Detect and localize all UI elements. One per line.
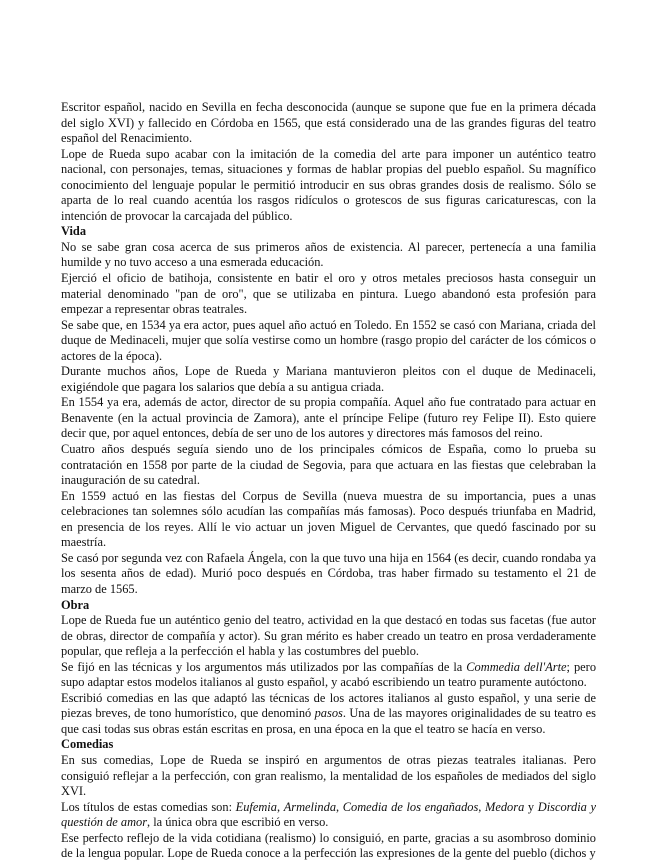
text-run: , la única obra que escribió en verso.: [147, 815, 329, 830]
obra-paragraph: [61, 660, 596, 691]
vida-paragraph: Se sabe que, en 1534 ya era actor, pues aquel año actuó en Toledo. En 1552 se casó con Mariana, criada del duque de Medinaceli, mujer que solía vestirse como un hombre (rasgo propio del carácter de los cómicos o actores de la época).: [61, 317, 596, 363]
italic-title: Armelinda: [283, 799, 337, 814]
section-heading-vida: Vida: [61, 224, 87, 239]
italic-title: Comedia de los engañados: [342, 799, 479, 814]
italic-term: pasos: [314, 706, 343, 721]
text-run: Escribió comedias en las que adaptó las técnicas de los actores italianos al gusto español, y una serie de piezas breves, de tono humorístico, que denominó: [61, 690, 596, 721]
vida-paragraph: No se sabe gran cosa acerca de sus primeros años de existencia. Al parecer, pertenecía a una familia humilde y no tuvo acceso a una esmerada educación.: [61, 239, 596, 270]
comedias-paragraph: Ese perfecto reflejo de la vida cotidiana (realismo) lo consiguió, en parte, gracias a su asombroso dominio de la lengua popular. Lope de Rueda conoce a la perfección las expresiones de la gente del pueblo (dichos y: [61, 830, 596, 861]
obra-paragraph: Lope de Rueda fue un auténtico genio del teatro, actividad en la que destacó en todas sus facetas (fue autor de obras, director de compañía y actor). Su gran mérito es haber creado un teatro en prosa verdaderamente popular, que refleja a la perfección el habla y las costumbres del pueblo.: [61, 613, 596, 659]
vida-paragraph: Durante muchos años, Lope de Rueda y Mariana mantuvieron pleitos con el duque de Medinaceli, exigiéndole que pagara los salarios que debía a su antigua criada.: [61, 364, 596, 394]
italic-title: Medora: [485, 799, 525, 814]
text-run: ; pero supo adaptar estos modelos italianos al gusto español, y acabó escribiendo un teatro puramente autóctono.: [61, 659, 597, 690]
section-heading-comedias: Comedias: [61, 737, 114, 752]
vida-paragraph: Se casó por segunda vez con Rafaela Ángela, con la que tuvo una hija en 1564 (es decir, cuando rondaba ya los sesenta años de edad). Murió poco después en Córdoba, tras haber firmado su testamento el 21 de marzo de 1565.: [61, 550, 596, 596]
italic-title: Commedia dell'Arte: [466, 659, 567, 674]
intro-paragraph: Escritor español, nacido en Sevilla en fecha desconocida (aunque se supone que fue en la primera década del siglo XVI) y fallecido en Córdoba en 1565, que está considerado una de las grandes figuras del teatro español del Renacimiento.: [61, 100, 596, 146]
text-run: . Una de las mayores originalidades de su teatro es que casi todas sus obras están escritas en prosa, en una época en la que el teatro se hacía en verso.: [61, 706, 596, 736]
text-run: ,: [276, 799, 284, 814]
vida-paragraph: En 1554 ya era, además de actor, director de su propia compañía. Aquel año fue contratado para actuar en Benavente (en la actual provincia de Zamora), ante el príncipe Felipe (futuro rey Felipe II). Esto quiere decir que, por aquel entonces, debía de ser uno de los autores y directores más famosos del reino.: [61, 395, 596, 441]
obra-paragraph: [61, 691, 596, 738]
italic-title: Eufemia: [235, 799, 277, 814]
comedias-paragraph: [61, 800, 596, 831]
vida-paragraph: En 1559 actuó en las fiestas del Corpus de Sevilla (nueva muestra de su importancia, pues a unas celebraciones tan solemnes sólo acudían las compañías más famosas). Poco después triunfaba en Madrid, en presencia de los reyes. Allí le vio actuar un joven Miguel de Cervantes, que quedó fascinado por su maestría.: [61, 488, 596, 550]
vida-paragraph: Ejerció el oficio de batihoja, consistente en batir el oro y otros metales preciosos hasta conseguir un material denominado "pan de oro", que se utilizaba en pintura. Luego abandonó esta profesión para empezar a representar obras teatrales.: [61, 271, 596, 317]
intro-paragraph: Lope de Rueda supo acabar con la imitación de la comedia del arte para imponer un auténtico teatro nacional, con personajes, temas, situaciones y formas de hablar propias del pueblo español. Su magnífico conocimiento del lenguaje popular le permitió introducir en sus obras grandes dosis de realismo. Sólo se aparta de lo real cuando acentúa los rasgos ridículos o grotescos de sus figuras caricaturescas, con la intención de provocar la carcajada del público.: [61, 146, 596, 223]
comedias-paragraph: En sus comedias, Lope de Rueda se inspiró en argumentos de otras piezas teatrales italianas. Pero consiguió reflejar a la perfección, con gran realismo, la mentalidad de los españoles de mediados del siglo XVI.: [61, 752, 596, 799]
text-run: Los títulos de estas comedias son:: [61, 799, 236, 814]
text-run: ,: [336, 799, 343, 814]
italic-title: Discordia y questión de amor: [61, 799, 596, 830]
text-run: y: [524, 799, 538, 814]
section-heading-obra: Obra: [61, 597, 90, 612]
text-run: Se fijó en las técnicas y los argumentos más utilizados por las compañías de la: [61, 659, 467, 674]
vida-paragraph: Cuatro años después seguía siendo uno de los principales cómicos de España, como lo prueba su contratación en 1558 por parte de la ciudad de Segovia, para que actuara en las fiestas que celebraban la inauguración de su catedral.: [61, 442, 596, 488]
text-run: ,: [478, 799, 486, 814]
